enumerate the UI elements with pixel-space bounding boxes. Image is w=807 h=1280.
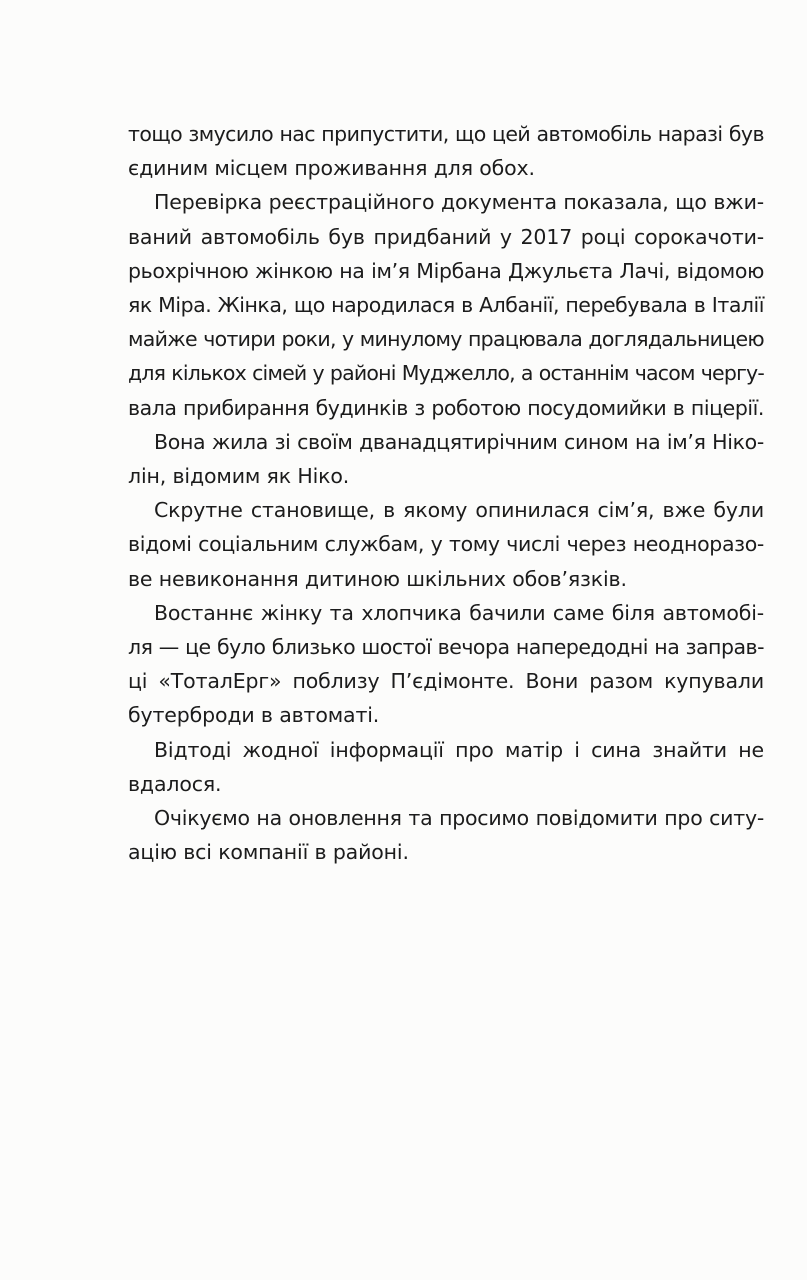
body-text bbox=[128, 117, 764, 869]
text-line: ці «ТоталЕрг» поблизу П’єдімонте. Вони разом купували bbox=[128, 669, 764, 694]
text-line: вала прибирання будинків з роботою посудомийки в піцерії. bbox=[128, 395, 764, 420]
text-line: тощо змусило нас припустити, що цей автомобіль наразі був bbox=[128, 122, 764, 146]
paragraph-6 bbox=[128, 801, 764, 869]
text-line: як Міра. Жінка, що народилася в Албанії, перебувала в Італії bbox=[128, 293, 764, 318]
text-line: Перевірка реєстраційного документа показала, що вжи- bbox=[154, 190, 764, 215]
text-line: Відтоді жодної інформації про матір і сина знайти не bbox=[154, 737, 764, 762]
text-line: ваний автомобіль був придбаний у 2017 році сорокачоти- bbox=[128, 224, 764, 249]
text-line: Вона жила зі своїм дванадцятирічним сином на ім’я Ніко- bbox=[154, 429, 764, 454]
text-line: ля — це було близько шостої вечора напередодні на заправ- bbox=[128, 635, 764, 660]
paragraph-2 bbox=[128, 185, 764, 493]
text-line: бутерброди в автоматі. bbox=[128, 703, 380, 728]
paragraph-5 bbox=[128, 733, 764, 801]
text-line: рьохрічною жінкою на ім’я Мірбана Джульєта Лачі, відомою bbox=[128, 258, 764, 283]
text-line: Очікуємо на оновлення та просимо повідомити про ситу- bbox=[154, 806, 764, 831]
text-line: вдалося. bbox=[128, 771, 222, 796]
text-line: єдиним місцем проживання для обох. bbox=[128, 156, 535, 181]
text-line: Скрутне становище, в якому опинилася сім’я, вже були bbox=[154, 498, 764, 523]
text-line: відомі соціальним службам, у тому числі через неодноразо- bbox=[128, 532, 764, 557]
text-line: лін, відомим як Ніко. bbox=[128, 464, 350, 489]
text-line: майже чотири роки, у минулому працювала доглядальницею bbox=[128, 327, 764, 352]
paragraph-3 bbox=[128, 493, 764, 596]
paragraph-4 bbox=[128, 596, 764, 733]
text-line: ве невиконання дитиною шкільних обов’язків. bbox=[128, 566, 627, 591]
text-line: Востаннє жінку та хлопчика бачили саме біля автомобі- bbox=[154, 600, 764, 625]
text-line: ацію всі компанії в районі. bbox=[128, 840, 409, 865]
paragraph-1 bbox=[128, 117, 764, 185]
text-line: для кількох сімей у районі Муджелло, а останнім часом чергу- bbox=[128, 361, 764, 386]
